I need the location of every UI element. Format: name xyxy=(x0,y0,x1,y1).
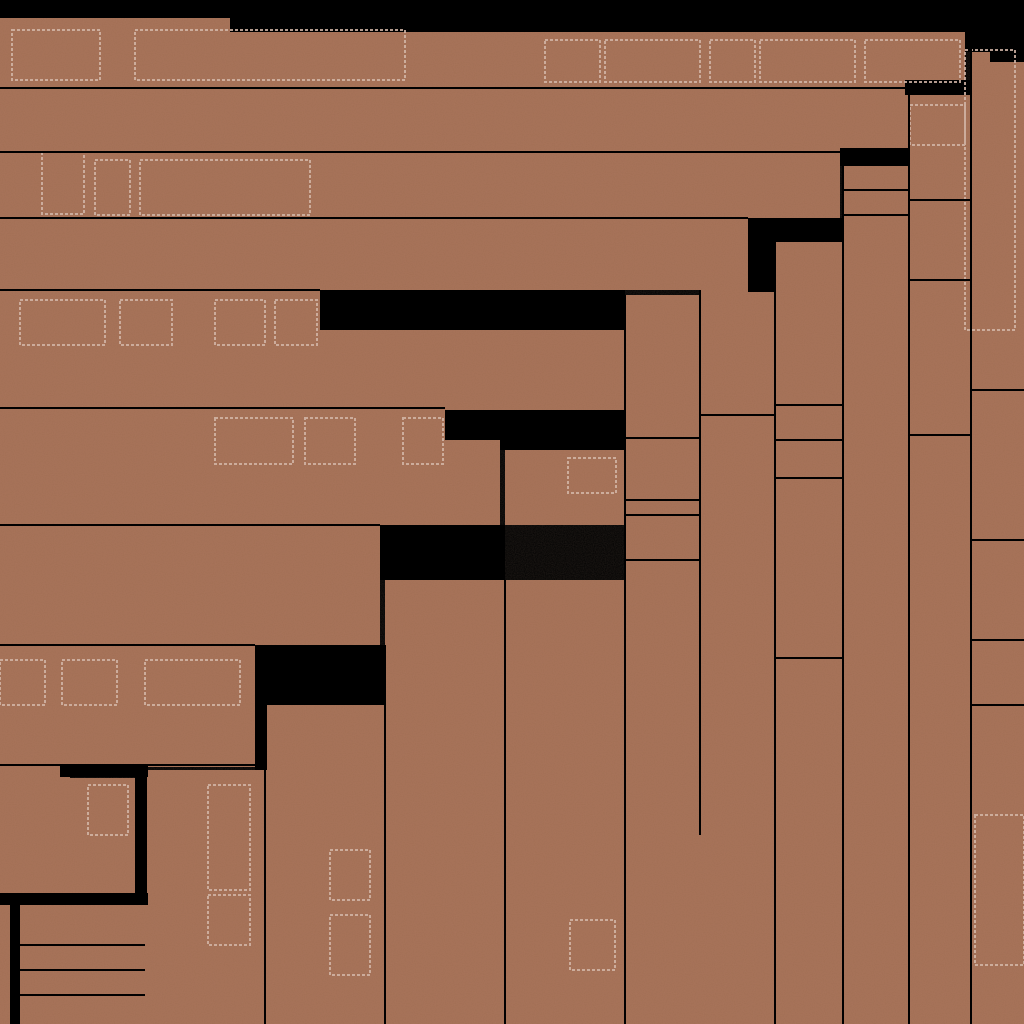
panel xyxy=(0,525,380,645)
panel xyxy=(0,88,910,152)
panel-group xyxy=(0,18,1024,1024)
panel xyxy=(0,290,320,410)
panel xyxy=(971,30,1024,1024)
cutout xyxy=(380,525,505,580)
panel xyxy=(0,410,445,525)
cutout xyxy=(230,0,1024,32)
panel xyxy=(0,765,70,895)
cutout xyxy=(60,765,148,777)
cutout xyxy=(320,290,625,330)
cutout xyxy=(0,893,148,905)
cutout xyxy=(500,410,625,450)
cutout xyxy=(255,645,385,705)
cutout xyxy=(748,218,843,242)
panel xyxy=(843,165,909,1024)
cutout xyxy=(135,765,147,900)
panel xyxy=(445,440,500,525)
panel xyxy=(700,290,775,1024)
panel xyxy=(505,450,625,525)
cutout xyxy=(255,705,267,770)
panel xyxy=(0,152,840,218)
panel xyxy=(0,218,750,290)
cutout xyxy=(10,893,20,1024)
cutout xyxy=(748,242,776,292)
panel xyxy=(775,240,843,1024)
cutout xyxy=(840,148,910,166)
panel xyxy=(625,295,700,1024)
panel xyxy=(265,700,625,770)
panel xyxy=(20,905,145,1024)
panel xyxy=(320,330,625,410)
panel xyxy=(909,95,971,1024)
